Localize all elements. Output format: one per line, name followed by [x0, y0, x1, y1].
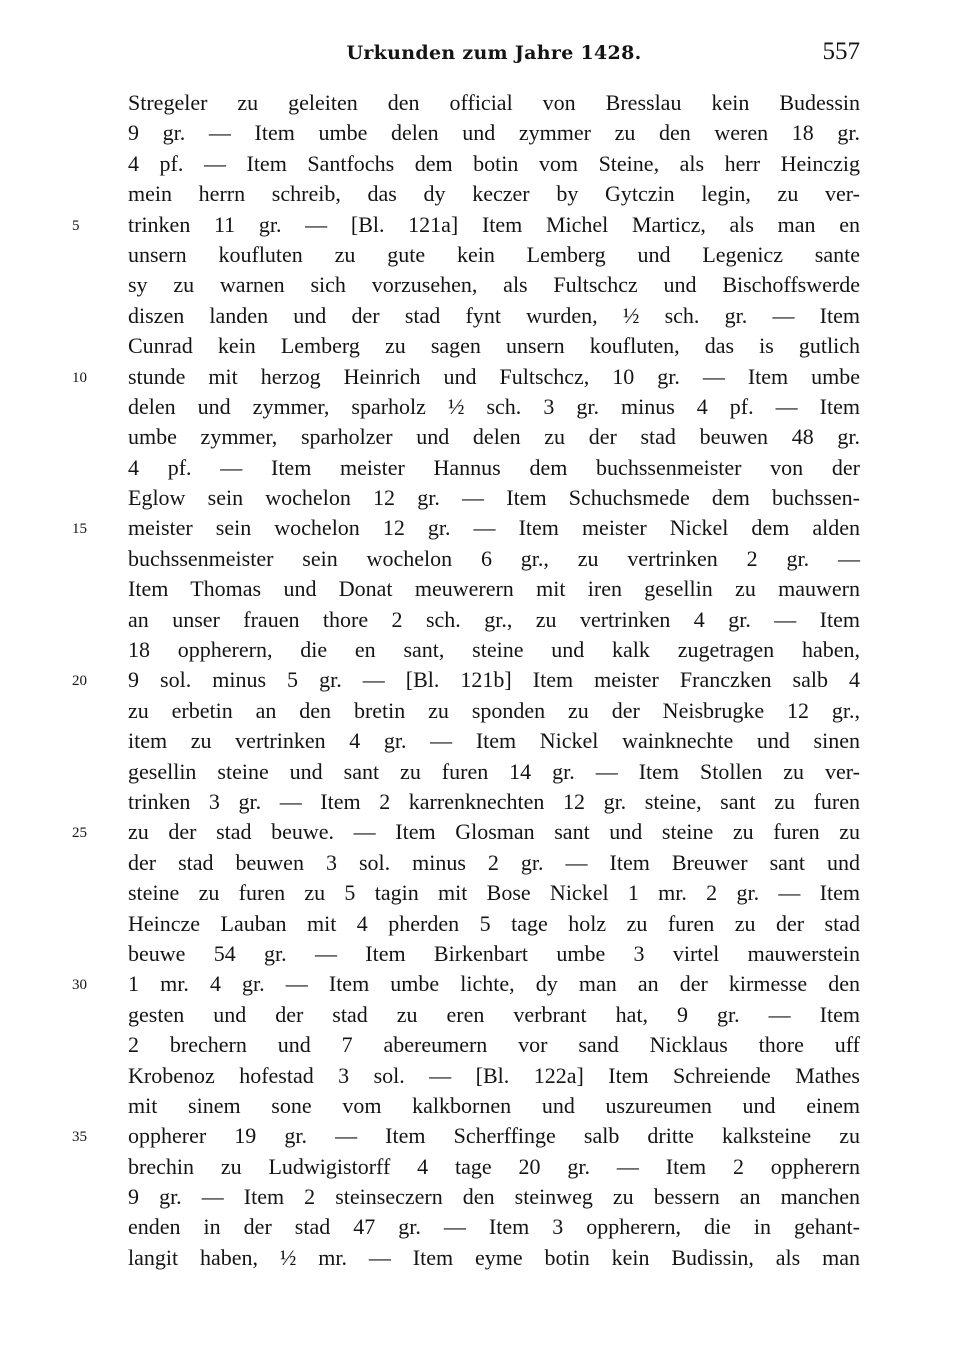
line-text: Cunrad kein Lemberg zu sagen unsern koufluten, das is gutlich	[128, 333, 860, 359]
text-line	[72, 1121, 860, 1151]
line-number: 25	[72, 825, 87, 842]
text-line	[128, 453, 860, 483]
body-text	[72, 88, 860, 1273]
line-text: 18 oppherern, die en sant, steine und kalk zugetragen haben,	[128, 637, 860, 663]
line-text: gesellin steine und sant zu furen 14 gr. — Item Stollen zu ver-	[128, 758, 860, 784]
line-text: 4 pf. — Item meister Hannus dem buchssenmeister von der	[128, 454, 860, 480]
text-line	[128, 240, 860, 270]
text-line	[128, 1212, 860, 1242]
line-number: 35	[72, 1129, 87, 1146]
text-line	[72, 513, 860, 543]
text-line	[128, 1091, 860, 1121]
text-line	[128, 422, 860, 452]
line-text: enden in der stad 47 gr. — Item 3 oppherern, die in gehant-	[128, 1214, 860, 1240]
text-line	[128, 787, 860, 817]
text-line	[128, 149, 860, 179]
line-text: buchssenmeister sein wochelon 6 gr., zu vertrinken 2 gr. —	[128, 545, 860, 571]
line-text: an unser frauen thore 2 sch. gr., zu vertrinken 4 gr. — Item	[128, 606, 860, 632]
text-line	[72, 210, 860, 240]
line-text: 9 sol. minus 5 gr. — [Bl. 121b] Item meister Franczken salb 4	[128, 667, 860, 693]
line-number: 10	[72, 369, 87, 386]
line-text: umbe zymmer, sparholzer und delen zu der stad beuwen 48 gr.	[128, 424, 860, 450]
line-text: item zu vertrinken 4 gr. — Item Nickel wainknechte und sinen	[128, 728, 860, 754]
text-line	[128, 331, 860, 361]
text-line	[128, 1243, 860, 1273]
text-line	[128, 118, 860, 148]
text-line	[72, 362, 860, 392]
line-text: unsern koufluten zu gute kein Lemberg und Legenicz sante	[128, 241, 860, 267]
line-text: stunde mit herzog Heinrich und Fultschcz, 10 gr. — Item umbe	[128, 363, 860, 389]
text-line	[128, 1000, 860, 1030]
line-text: 4 pf. — Item Santfochs dem botin vom Steine, als herr Heinczig	[128, 150, 860, 176]
running-title: Urkunden zum Jahre 1428.	[346, 42, 642, 64]
line-text: meister sein wochelon 12 gr. — Item meister Nickel dem alden	[128, 515, 860, 541]
line-text: oppherer 19 gr. — Item Scherffinge salb dritte kalksteine zu	[128, 1123, 860, 1149]
line-text: Krobenoz hofestad 3 sol. — [Bl. 122a] Item Schreiende Mathes	[128, 1062, 860, 1088]
line-text: trinken 3 gr. — Item 2 karrenknechten 12 gr. steine, sant zu furen	[128, 788, 860, 814]
text-line	[72, 817, 860, 847]
line-text: diszen landen und der stad fynt wurden, ½ sch. gr. — Item	[128, 302, 860, 328]
text-line	[128, 88, 860, 118]
line-text: 9 gr. — Item umbe delen und zymmer zu den weren 18 gr.	[128, 120, 860, 146]
line-text: Stregeler zu geleiten den official von Bresslau kein Budessin	[128, 90, 860, 115]
text-line	[72, 665, 860, 695]
text-line	[128, 1182, 860, 1212]
text-line	[128, 483, 860, 513]
line-text: steine zu furen zu 5 tagin mit Bose Nickel 1 mr. 2 gr. — Item	[128, 880, 860, 906]
text-line	[128, 301, 860, 331]
line-text: langit haben, ½ mr. — Item eyme botin kein Budissin, als man	[128, 1244, 860, 1270]
text-line	[128, 1152, 860, 1182]
line-text: Heincze Lauban mit 4 pherden 5 tage holz zu furen zu der stad	[128, 910, 860, 936]
text-line	[128, 605, 860, 635]
line-text: zu erbetin an den bretin zu sponden zu der Neisbrugke 12 gr.,	[128, 697, 860, 723]
line-number: 20	[72, 673, 87, 690]
text-line	[128, 270, 860, 300]
line-text: 1 mr. 4 gr. — Item umbe lichte, dy man an der kirmesse den	[128, 971, 860, 997]
text-line	[128, 574, 860, 604]
text-line	[72, 969, 860, 999]
text-line	[128, 392, 860, 422]
line-text: 2 brechern und 7 abereumern vor sand Nicklaus thore uff	[128, 1032, 860, 1058]
text-line	[128, 1061, 860, 1091]
line-text: mit sinem sone vom kalkbornen und uszureumen und einem	[128, 1092, 860, 1118]
text-line	[128, 939, 860, 969]
line-text: sy zu warnen sich vorzusehen, als Fultschcz und Bischoffswerde	[128, 272, 860, 298]
line-text: Item Thomas und Donat meuwerern mit iren gesellin zu mauwern	[128, 576, 860, 602]
line-text: der stad beuwen 3 sol. minus 2 gr. — Item Breuwer sant und	[128, 849, 860, 875]
line-text: gesten und der stad zu eren verbrant hat, 9 gr. — Item	[128, 1001, 860, 1027]
text-line	[128, 1030, 860, 1060]
line-number: 30	[72, 977, 87, 994]
line-text: beuwe 54 gr. — Item Birkenbart umbe 3 virtel mauwerstein	[128, 940, 860, 966]
text-line	[128, 179, 860, 209]
text-line	[128, 878, 860, 908]
text-line	[128, 696, 860, 726]
text-line	[128, 544, 860, 574]
text-line	[128, 635, 860, 665]
line-number: 15	[72, 521, 87, 538]
line-text: zu der stad beuwe. — Item Glosman sant und steine zu furen zu	[128, 819, 860, 845]
page-header	[128, 36, 860, 76]
text-line	[128, 757, 860, 787]
line-text: mein herrn schreib, das dy keczer by Gytczin legin, zu ver-	[128, 181, 860, 207]
line-text: delen und zymmer, sparholz ½ sch. 3 gr. minus 4 pf. — Item	[128, 393, 860, 419]
line-text: brechin zu Ludwigistorff 4 tage 20 gr. — Item 2 oppherern	[128, 1153, 860, 1179]
text-line	[128, 726, 860, 756]
line-number: 5	[72, 217, 80, 234]
line-text: Eglow sein wochelon 12 gr. — Item Schuchsmede dem buchssen-	[128, 485, 860, 511]
page-number: 557	[822, 38, 860, 65]
line-text: 9 gr. — Item 2 steinseczern den steinweg zu bessern an manchen	[128, 1184, 860, 1210]
line-text: trinken 11 gr. — [Bl. 121a] Item Michel Marticz, als man en	[128, 211, 860, 237]
text-line	[128, 909, 860, 939]
text-line	[128, 848, 860, 878]
